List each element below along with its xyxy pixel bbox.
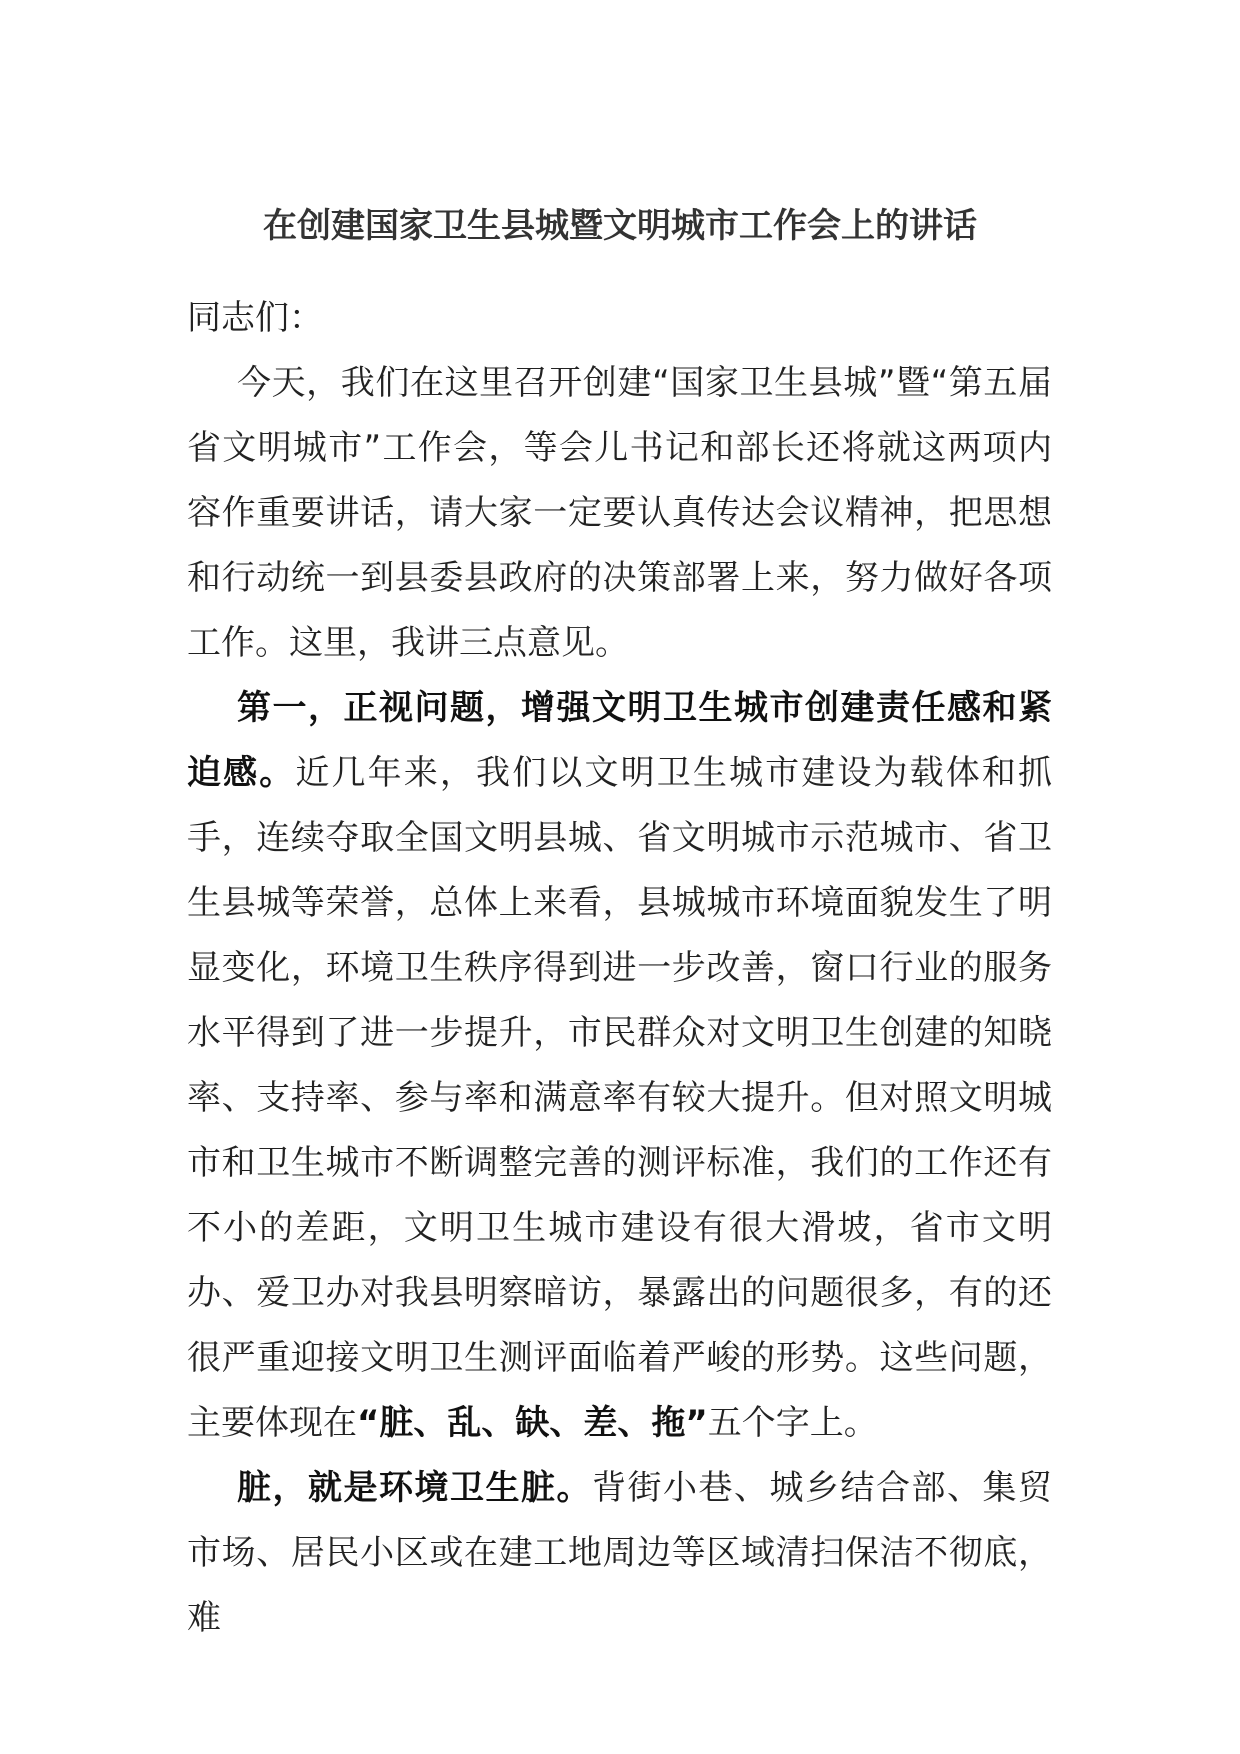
paragraph-tail: 五个字上。	[707, 1403, 878, 1443]
paragraph-bold-heading: 脏，就是环境卫生脏。	[237, 1468, 592, 1508]
paragraph-text: 今天，我们在这里召开创建“国家卫生县城”暨“第五届省文明城市”工作会，等会儿书记和部长还将就这两项内容作重要讲话，请大家一定要认真传达会议精神，把思想和行动统一到县委县政府的决策部署上来，努力做好各项工作。这里，我讲三点意见。	[187, 363, 1052, 663]
paragraph-point-one	[187, 676, 1052, 1456]
paragraph-text: 背街小巷、城乡结合部、集贸市场、居民小区或在建工地周边等区域清扫保洁不彻底，难	[187, 1468, 1052, 1638]
salutation: 同志们：	[187, 298, 323, 338]
paragraph-dirty	[187, 1456, 1052, 1651]
paragraph-bold-keywords: “脏、乱、缺、差、拖”	[357, 1403, 708, 1443]
document-body	[187, 286, 1052, 1651]
paragraph-text: 近几年来，我们以文明卫生城市建设为载体和抓手，连续夺取全国文明县城、省文明城市示范城市、省卫生县城等荣誉，总体上来看，县城城市环境面貌发生了明显变化，环境卫生秩序得到进一步改善，窗口行业的服务水平得到了进一步提升，市民群众对文明卫生创建的知晓率、支持率、参与率和满意率有较大提升。但对照文明城市和卫生城市不断调整完善的测评标准，我们的工作还有不小的差距，文明卫生城市建设有很大滑坡，省市文明办、爱卫办对我县明察暗访，暴露出的问题很多，有的还很严重迎接文明卫生测评面临着严峻的形势。这些问题，主要体现在	[187, 753, 1053, 1443]
paragraph-opening	[187, 351, 1052, 676]
document-title: 在创建国家卫生县城暨文明城市工作会上的讲话	[263, 206, 977, 246]
paragraph-bold-heading: 第一，正视问题，增强文明卫生城市创建责任感和紧迫感。	[187, 688, 1052, 793]
